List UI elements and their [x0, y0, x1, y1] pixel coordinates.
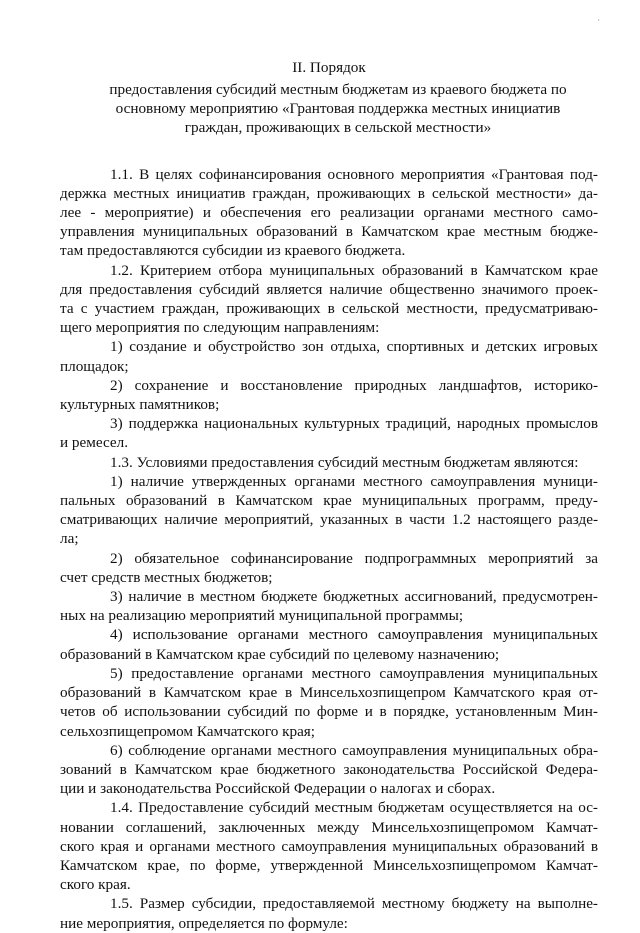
text-line: 1.5. Размер субсидии, предоставляемой местному бюджету на выполне-	[110, 895, 598, 913]
text-line: 1.3. Условиями предоставления субсидий местным бюджетам являются:	[110, 453, 579, 471]
text-line: ла;	[60, 530, 79, 548]
text-line: держка местных инициатив граждан, проживающих в сельской местности» да-	[60, 184, 598, 202]
section-heading: II. Порядок	[292, 59, 366, 76]
text-line: лее - мероприятие) и обеспечения его реализации органами местного само-	[60, 204, 598, 222]
text-line: новании соглашений, заключенных между Минсельхозпищепромом Камчат-	[60, 818, 598, 836]
text-line: пальных образований в Камчатском крае муниципальных программ, преду-	[60, 492, 598, 510]
text-line: четов об использовании субсидий по форме и в порядке, установленным Мин-	[60, 703, 598, 721]
page-corner-mark: ·	[597, 16, 600, 25]
text-line: 2) сохранение и восстановление природных ландшафтов, историко-	[110, 376, 598, 394]
text-line: для предоставления субсидий является наличие общественно значимого проек-	[60, 280, 598, 298]
text-line: счет средств местных бюджетов;	[60, 568, 273, 586]
text-line: образований в Камчатском крае в Минсельхозпищепром Камчатского края от-	[60, 684, 598, 702]
text-line: образований в Камчатском крае субсидий по целевому назначению;	[60, 645, 500, 663]
text-line: та с участием граждан, проживающих в сельской местности, предусматриваю-	[60, 300, 598, 318]
text-line: 2) обязательное софинансирование подпрограммных мероприятий за	[110, 549, 598, 567]
text-line: 4) использование органами местного самоуправления муниципальных	[110, 626, 598, 644]
text-line: Камчатском крае, по форме, утвержденной Минсельхозпищепромом Камчат-	[60, 856, 598, 874]
text-line: 1.4. Предоставление субсидий местным бюджетам осуществляется на ос-	[110, 799, 598, 817]
document-page	[60, 58, 598, 933]
text-line: ского края и органами местного самоуправления муниципальных образований в	[60, 837, 598, 855]
text-line: сельхозпищепромом Камчатского края;	[60, 722, 316, 740]
text-line: там предоставляются субсидии из краевого бюджета.	[60, 242, 406, 260]
text-line: 1.2. Критерием отбора муниципальных образований в Камчатском крае	[110, 261, 598, 279]
text-line: 1.1. В целях софинансирования основного мероприятия «Грантовая под-	[110, 165, 598, 183]
text-line: ных на реализацию мероприятий муниципальной программы;	[60, 607, 464, 625]
text-line: 1) создание и обустройство зон отдыха, спортивных и детских игровых	[110, 338, 598, 356]
subheading-line: граждан, проживающих в сельской местности»	[184, 119, 492, 137]
text-line: 3) поддержка национальных культурных традиций, народных промыслов	[110, 415, 598, 433]
text-line: ции и законодательства Российской Федерации о налогах и сборах.	[60, 780, 496, 798]
text-line: зований в Камчатском крае бюджетного законодательства Российской Федера-	[60, 760, 598, 778]
text-line: 1) наличие утвержденных органами местного самоуправления муници-	[110, 472, 598, 490]
text-line: 3) наличие в местном бюджете бюджетных ассигнований, предусмотрен-	[110, 588, 598, 606]
text-line: ние мероприятия, определяется по формуле:	[60, 914, 348, 932]
subheading-line: предоставления субсидий местным бюджетам из краевого бюджета по	[109, 81, 567, 98]
text-line: сматривающих наличие мероприятий, указанных в части 1.2 настоящего разде-	[60, 511, 598, 529]
text-line: 5) предоставление органами местного самоуправления муниципальных	[110, 664, 598, 682]
text-line: площадок;	[60, 357, 129, 375]
text-line: 6) соблюдение органами местного самоуправления муниципальных обра-	[110, 741, 598, 759]
text-line: щего мероприятия по следующим направлениям:	[60, 319, 380, 337]
document-body	[60, 165, 598, 933]
text-line: ского края.	[60, 876, 131, 894]
text-line: и ремесел.	[60, 434, 129, 452]
section-subheading	[60, 80, 598, 138]
text-line: культурных памятников;	[60, 396, 220, 414]
text-line: управления муниципальных образований в Камчатском крае местным бюдже-	[60, 223, 598, 241]
subheading-line: основному мероприятию «Грантовая поддержка местных инициатив	[115, 100, 561, 118]
